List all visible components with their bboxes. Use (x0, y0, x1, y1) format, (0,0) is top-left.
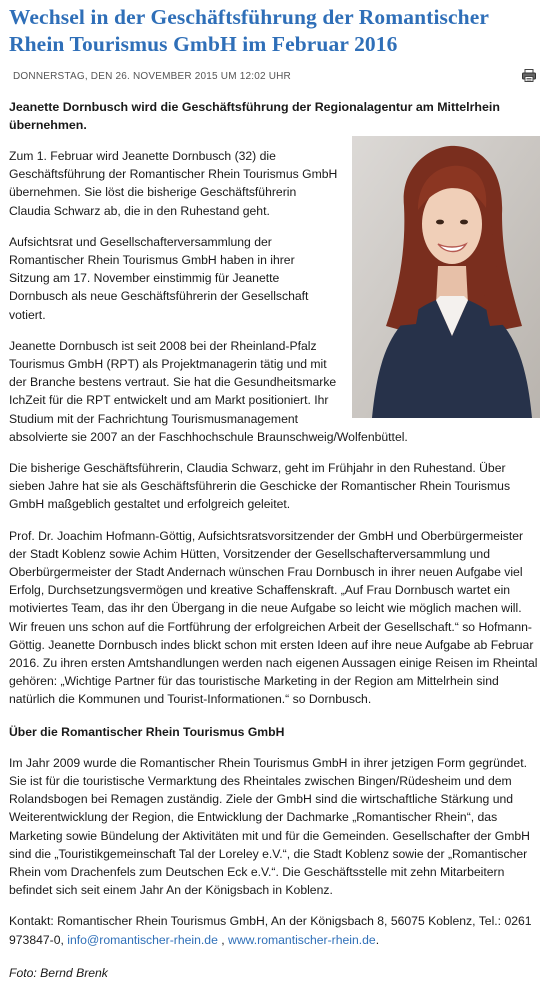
article-paragraph-1: Zum 1. Februar wird Jeanette Dornbusch (32) die Geschäftsführung der Romantischer Rhein Tourismus GmbH übernehmen. Sie löst die bisherige Geschäftsführerin Claudia Schwarz ab, die in den Ruhestand geht. (9, 149, 338, 218)
article-paragraph-6: Im Jahr 2009 wurde die Romantischer Rhein Tourismus GmbH in ihrer jetzigen Form gegründet. Sie ist für die touristische Vermarktung des Rheintales zwischen Bingen/Rüdesheim und dem Rolandsbogen bei Remagen zuständig. Ziele der GmbH sind die wirtschaftliche Stärkung und Weiterentwicklung der Region, die Entwicklung der Dachmarke „Romantischer Rhein“, das Marketing sowie Bündelung der Aktivitäten mit und für die Gemeinden. Gesellschafter der GmbH sind die „Touristikgemeinschaft Tal der Loreley e.V.“, die Stadt Koblenz sowie der „Romantischer Rhein vom Drachenfels zum Deutschen Eck e.V.“. Die Geschäftsstelle mit zehn Mitarbeitern befindet sich seit einem Jahr An der Königsbach in Koblenz. (9, 755, 530, 898)
contact-separator: , (217, 932, 229, 947)
email-link[interactable]: info@romantischer-rhein.de (67, 932, 218, 947)
contact-text: Kontakt: Romantischer Rhein Tourismus GmbH, An der Königsbach 8, 56075 Koblenz, Tel.: 0261 973847-0, (9, 914, 532, 947)
article-paragraph-4: Die bisherige Geschäftsführerin, Claudia Schwarz, geht im Frühjahr in den Ruhestand. Über sieben Jahre hat sie als Geschäftsführerin die Geschicke der Romantischer Rhein Tourismus GmbH maßgeblich gestaltet und erfolgreich geleitet. (9, 461, 511, 512)
contact-end: . (375, 932, 380, 947)
printer-icon[interactable] (522, 69, 536, 82)
article-meta (9, 68, 540, 84)
photo-credit: Foto: Bernd Brenk (9, 965, 108, 980)
article-date: DONNERSTAG, DEN 26. NOVEMBER 2015 UM 12:02 UHR (13, 71, 291, 82)
article-title: Wechsel in der Geschäftsführung der Romantischer Rhein Tourismus GmbH im Februar 2016 (9, 5, 489, 56)
article-lead: Jeanette Dornbusch wird die Geschäftsführung der Regionalagentur am Mittelrhein übernehmen. (9, 100, 500, 132)
portrait-photo (352, 136, 540, 418)
section-heading-about: Über die Romantischer Rhein Tourismus GmbH (9, 724, 285, 739)
website-link[interactable]: www.romantischer-rhein.de (228, 932, 376, 947)
article-paragraph-2: Aufsichtsrat und Gesellschafterversammlung der Romantischer Rhein Tourismus GmbH haben in ihrer Sitzung am 17. November einstimmig für Jeanette Dornbusch als neue Geschäftsführerin der Gesellschaft votiert. (9, 234, 309, 322)
article-paragraph-3: Jeanette Dornbusch ist seit 2008 bei der Rheinland-Pfalz Tourismus GmbH (RPT) als Projektmanagerin tätig und mit der Branche bestens vertraut. Sie hat die Gesundheitsmarke IchZeit für die RPT entwickelt und am Markt positioniert. Ihr Studium mit der Fachrichtung Tourismusmanagement absolvierte sie 2007 an der Faschhochschule Braunschweig/Wolfenbüttel. (9, 338, 408, 444)
article-paragraph-5: Prof. Dr. Joachim Hofmann-Göttig, Aufsichtsratsvorsitzender der GmbH und Oberbürgermeister der Stadt Koblenz sowie Achim Hütten, Vorsitzender der Gesellschafterversammlung und Oberbürgermeister der Stadt Andernach wünschen Frau Dornbusch in ihrer neuen Aufgabe viel Erfolg, Durchsetzungsvermögen und kreative Schaffenskraft. „Auf Frau Dornbusch wartet ein motiviertes Team, das ihr den Übergang in die neue Aufgabe so leicht wie möglich machen will. Wir freuen uns schon auf die Fortführung der erfolgreichen Arbeit der Gesellschaft.“ so Hofmann-Göttig. Jeanette Dornbusch indes blickt schon mit ersten Ideen auf ihre neue Aufgabe ab Februar 2016. Zu ihren ersten Amtshandlungen werden nach eigenen Aussagen einige Reisen im Rheintal gehören: „Wichtige Partner für das touristische Marketing in der Region am Mittelrhein sind natürlich die Kommunen und Tourist-Informationen.“ so Dornbusch. (9, 528, 538, 707)
contact-paragraph (9, 912, 540, 948)
